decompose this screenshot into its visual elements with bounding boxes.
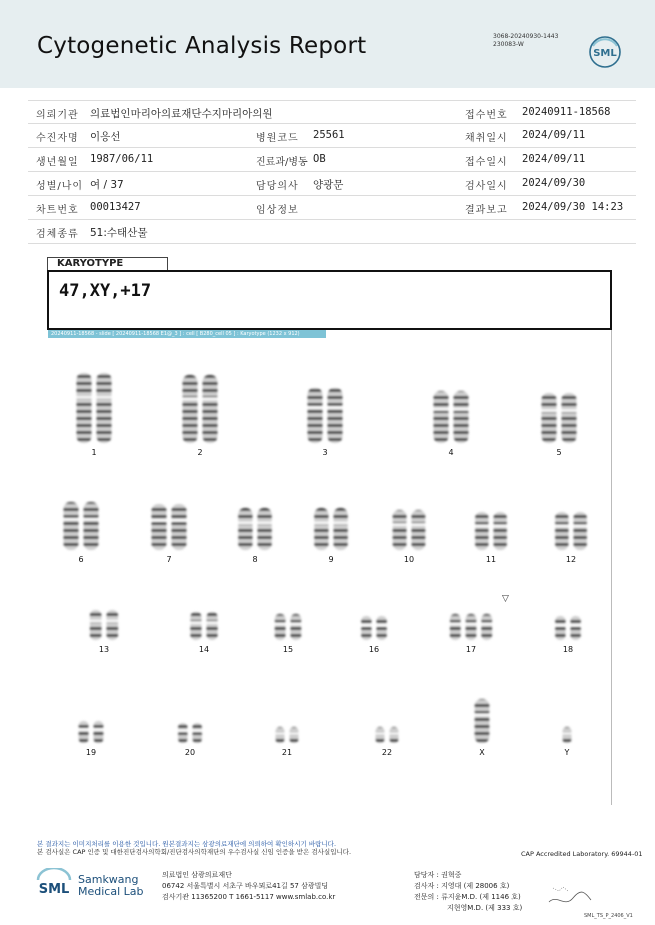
doctor-label: 담당의사 [256, 181, 299, 192]
karyogram-caption: 20240911-18568 - slide [ 20240911-18568 E1@_3 ] : cell [ B280_cell 05 ] : Karyotype (1232 x 912) [48, 330, 326, 338]
chromosome-14 [189, 612, 202, 640]
hospital-code-label: 병원코드 [256, 133, 299, 144]
patient-info-table [28, 100, 636, 244]
chromosome-1 [76, 373, 93, 443]
chromosome-17 [465, 614, 478, 640]
chromosome-19 [93, 721, 105, 743]
chromosome-label-2: 2 [197, 448, 203, 457]
chromosome-label-14: 14 [198, 645, 210, 654]
svg-text:SML: SML [38, 882, 70, 897]
chromosome-label-13: 13 [98, 645, 110, 654]
chromosome-label-Y: Y [564, 748, 570, 757]
org-line-1: 의료법인 삼광의료재단 [162, 871, 232, 879]
chromosome-2 [182, 375, 199, 443]
chromosome-label-5: 5 [556, 448, 562, 457]
chromosome-11 [474, 512, 489, 550]
chromosome-4 [433, 391, 450, 443]
chromosome-10 [392, 510, 408, 550]
chromosome-13 [106, 610, 120, 640]
report-codes [493, 33, 558, 49]
info-row [28, 148, 636, 172]
chromosome-label-17: 17 [465, 645, 477, 654]
chromosome-11 [493, 512, 508, 550]
chromosome-label-16: 16 [368, 645, 380, 654]
chromosome-12 [554, 512, 569, 550]
chromosome-8 [237, 508, 253, 550]
chromosome-7 [171, 504, 188, 550]
chart-no-value: 00013427 [90, 201, 141, 213]
chromosome-18 [554, 616, 566, 640]
chromosome-label-21: 21 [281, 748, 293, 757]
footer-note-2: 본 검사실은 CAP 인증 및 대한진단검사의학회/진단검사의학재단의 우수검사실 신임 인증을 받은 검사실입니다. [37, 848, 352, 856]
chromosome-5 [541, 393, 558, 443]
patient-label: 수진자명 [36, 133, 79, 144]
chromosome-X [474, 699, 491, 743]
specimen-label: 검체종류 [36, 229, 79, 240]
brand-line-1: Samkwang [78, 873, 139, 886]
test-date-value: 2024/09/30 [522, 177, 586, 189]
karyotype-result-box [47, 270, 612, 330]
dob-label: 생년월일 [36, 157, 79, 168]
specimen-value: 51:수태산물 [90, 227, 148, 239]
chromosome-12 [573, 512, 588, 550]
chromosome-20 [192, 723, 203, 743]
footer-organization [162, 870, 335, 903]
extra-chromosome-marker-icon: ▽ [502, 594, 509, 604]
report-value: 2024/09/30 14:23 [522, 201, 624, 213]
info-row [28, 220, 636, 244]
receipt-no-value: 20240911-18568 [522, 106, 611, 118]
chromosome-15 [290, 614, 303, 640]
chromosome-label-19: 19 [85, 748, 97, 757]
staff-line-1: 담당자 : 권혁중 [414, 871, 462, 879]
dob-value: 1987/06/11 [90, 153, 154, 165]
karyogram-border [611, 330, 612, 805]
chromosome-label-8: 8 [252, 555, 258, 564]
chromosome-label-9: 9 [328, 555, 334, 564]
chromosome-8 [257, 508, 273, 550]
chromosome-3 [327, 388, 344, 443]
sex-age-label: 성별/나이 [36, 181, 84, 192]
chromosome-5 [561, 393, 578, 443]
samkwang-logo [36, 868, 72, 898]
chromosome-label-20: 20 [184, 748, 196, 757]
receipt-no-label: 접수번호 [465, 110, 508, 121]
svg-text:SML: SML [593, 48, 617, 59]
info-row [28, 124, 636, 148]
chromosome-1 [96, 373, 113, 443]
report-code-1: 3068-20240930-1443 [493, 33, 559, 40]
info-row [28, 172, 636, 196]
info-row [28, 100, 636, 124]
report-label: 결과보고 [465, 205, 508, 216]
chromosome-6 [83, 502, 100, 550]
info-row [28, 196, 636, 220]
chromosome-10 [411, 510, 427, 550]
institution-label: 의뢰기관 [36, 110, 79, 121]
doctor-value: 양광문 [313, 179, 344, 191]
chromosome-label-10: 10 [403, 555, 415, 564]
chromosome-label-12: 12 [565, 555, 577, 564]
chromosome-label-1: 1 [91, 448, 97, 457]
chromosome-20 [177, 723, 188, 743]
cap-accreditation: CAP Accredited Laboratory. 69944-01 [521, 850, 643, 858]
hospital-code-value: 25561 [313, 129, 345, 141]
staff-line-4: 지현영M.D. (제 333 호) [447, 904, 523, 912]
sml-logo [589, 36, 621, 68]
org-line-3: 검사기관 11365200 T 1661-5117 www.smlab.co.kr [162, 893, 336, 901]
footer-staff [414, 870, 522, 914]
chromosome-17 [480, 614, 493, 640]
chromosome-6 [63, 502, 80, 550]
chromosome-7 [151, 504, 168, 550]
chromosome-18 [570, 616, 582, 640]
chromosome-19 [78, 721, 90, 743]
institution-value: 의료법인마리아의료재단수지마리아의원 [90, 108, 273, 120]
chromosome-21 [289, 727, 300, 743]
dept-label: 진료과/병동 [256, 157, 308, 168]
chromosome-22 [375, 727, 386, 743]
chromosome-label-18: 18 [562, 645, 574, 654]
report-title: Cytogenetic Analysis Report [37, 33, 367, 59]
clinical-label: 임상정보 [256, 205, 299, 216]
chromosome-17 [449, 614, 462, 640]
chromosome-label-15: 15 [282, 645, 294, 654]
form-code: SML_TS_P_2406_V1 [584, 913, 633, 919]
chromosome-9 [333, 508, 349, 550]
chromosome-22 [389, 727, 400, 743]
chromosome-label-3: 3 [322, 448, 328, 457]
chromosome-label-X: X [479, 748, 485, 757]
chart-no-label: 차트번호 [36, 205, 79, 216]
footer-note-1: 본 결과지는 이미지처리를 이용한 것입니다. 원본결과지는 삼광의료재단에 의뢰하여 확인하시기 바랍니다. [37, 840, 337, 848]
chromosome-Y [562, 727, 573, 743]
test-date-label: 검사일시 [465, 181, 508, 192]
chromosome-14 [206, 612, 219, 640]
sex-age-value: 여 / 37 [90, 179, 124, 191]
collect-date-label: 채취일시 [465, 133, 508, 144]
dept-value: OB [313, 153, 326, 165]
chromosome-label-4: 4 [448, 448, 454, 457]
footer-notes [37, 840, 351, 856]
receipt-date-value: 2024/09/11 [522, 153, 586, 165]
chromosome-label-7: 7 [166, 555, 172, 564]
karyotype-label: KARYOTYPE [47, 257, 168, 270]
chromosome-label-22: 22 [381, 748, 393, 757]
chromosome-13 [89, 610, 103, 640]
collect-date-value: 2024/09/11 [522, 129, 586, 141]
chromosome-label-11: 11 [485, 555, 497, 564]
chromosome-16 [360, 616, 372, 640]
staff-line-2: 검사자 : 지영대 (제 28006 호) [414, 882, 510, 890]
staff-line-3: 전문의 : 류지윤M.D. (제 1146 호) [414, 893, 521, 901]
chromosome-3 [307, 388, 324, 443]
signature [545, 880, 595, 910]
chromosome-21 [275, 727, 286, 743]
brand-line-2: Medical Lab [78, 885, 144, 898]
chromosome-label-6: 6 [78, 555, 84, 564]
patient-value: 이응선 [90, 131, 121, 143]
chromosome-2 [202, 375, 219, 443]
receipt-date-label: 접수일시 [465, 157, 508, 168]
chromosome-4 [453, 391, 470, 443]
chromosome-9 [313, 508, 329, 550]
karyotype-result: 47,XY,+17 [59, 281, 152, 301]
chromosome-16 [376, 616, 388, 640]
footer-brand [78, 874, 144, 898]
chromosome-15 [274, 614, 287, 640]
org-line-2: 06742 서울특별시 서초구 바우뫼로41길 57 삼광빌딩 [162, 882, 329, 890]
karyogram-image [46, 340, 611, 770]
report-code-2: 230083-W [493, 41, 524, 48]
